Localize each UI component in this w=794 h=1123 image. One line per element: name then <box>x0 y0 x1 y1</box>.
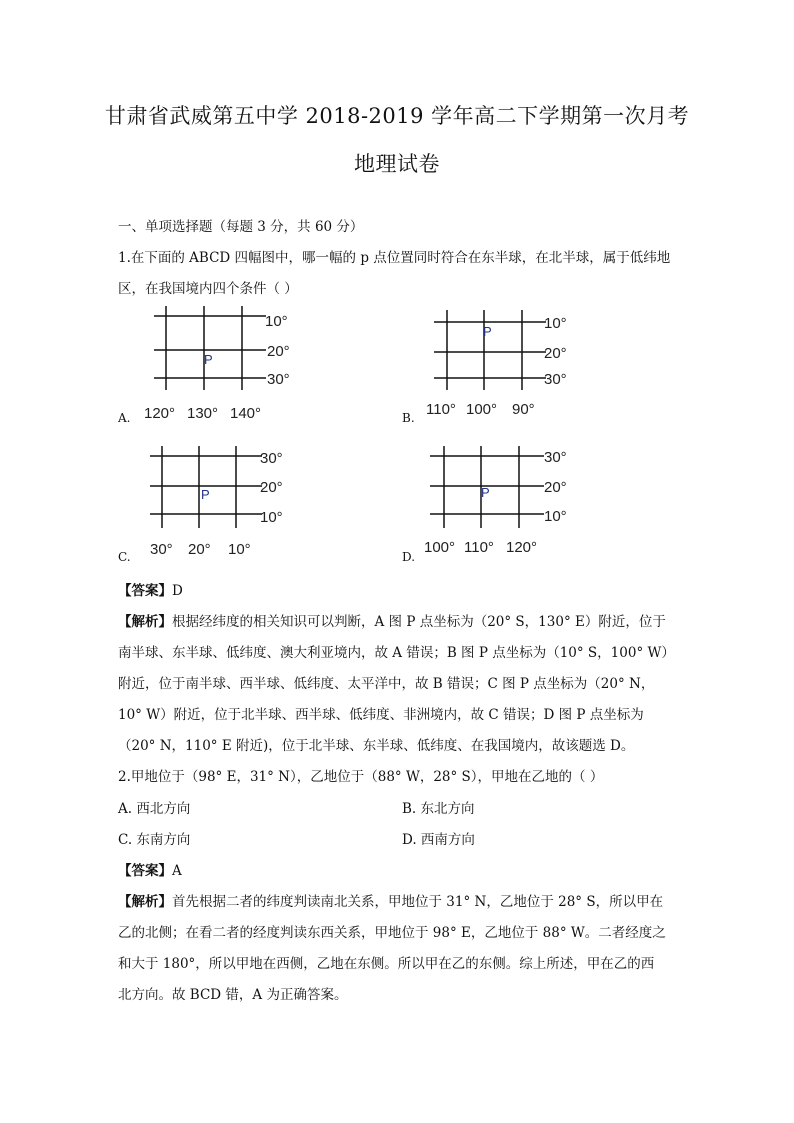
answer-tag: 【答案】 <box>118 583 172 599</box>
diagram-b <box>422 306 592 426</box>
diagram-a-label: A. <box>118 411 131 425</box>
page-subtitle: 地理试卷 <box>354 152 440 176</box>
diagram-c-label: C. <box>118 550 131 564</box>
diagram-c <box>138 442 308 562</box>
diagram-d <box>422 442 592 562</box>
q1-analysis-line: （20° N，110° E 附近)，位于北半球、东半球、低纬度、在我国境内，故该题选 D。 <box>118 738 635 754</box>
q2-analysis-line: 北方向。故 BCD 错，A 为正确答案。 <box>118 987 348 1003</box>
q1-analysis-line: 南半球、东半球、低纬度、澳大利亚境内，故 A 错误；B 图 P 点坐标为（10° S，100° W） <box>118 645 675 661</box>
diagram-a-lat-tick: 10° <box>265 313 288 330</box>
diagram-a <box>138 306 308 426</box>
diagram-d-lon-tick: 100° <box>424 539 456 556</box>
diagram-a-lon-tick: 120° <box>144 405 176 422</box>
diagram-d-label: D. <box>402 550 416 564</box>
diagram-d-lon-tick: 120° <box>506 539 538 556</box>
diagram-b-lon-tick: 90° <box>512 401 535 418</box>
diagram-b-grid <box>434 310 546 390</box>
q2-stem: 2.甲地位于（98° E，31° N），乙地位于（88° W，28° S），甲地在乙地的（ ） <box>118 769 604 785</box>
diagram-a-lat-tick: 30° <box>267 371 290 388</box>
analysis-text: 根据经纬度的相关知识可以判断，A 图 P 点坐标为（20° S，130° E）附近，位于 <box>172 614 666 630</box>
answer-value: A <box>172 863 182 879</box>
diagram-a-grid <box>154 306 266 390</box>
diagram-c-point: P <box>201 487 210 502</box>
q1-analysis-line <box>118 607 666 638</box>
q1-answer <box>118 576 183 607</box>
diagram-b-lat-tick: 20° <box>544 345 567 362</box>
page-title: 甘肃省武威第五中学 2018-2019 学年高二下学期第一次月考 <box>104 104 690 128</box>
diagram-b-lon-tick: 100° <box>466 401 498 418</box>
diagram-b-lat-tick: 10° <box>544 315 567 332</box>
analysis-tag: 【解析】 <box>118 614 172 630</box>
q2-analysis-line: 和大于 180°，所以甲地在西侧，乙地在东侧。所以甲在乙的东侧。综上所述，甲在乙的西 <box>118 956 655 972</box>
q1-stem-line2: 区，在我国境内四个条件（ ） <box>118 281 298 297</box>
diagram-b-point: P <box>483 324 492 339</box>
diagram-a-point: P <box>204 352 213 367</box>
q1-analysis-line: 10° W）附近，位于北半球、西半球、低纬度、非洲境内，故 C 错误；D 图 P 点坐标为 <box>118 707 644 723</box>
q2-option-d: D. 西南方向 <box>402 832 475 848</box>
diagram-a-lon-tick: 140° <box>230 405 262 422</box>
diagram-d-point: P <box>481 485 490 500</box>
diagram-a-lon-tick: 130° <box>187 405 219 422</box>
diagram-b-lon-tick: 110° <box>426 401 456 418</box>
diagram-a-lat-tick: 20° <box>267 343 290 360</box>
section-heading: 一、单项选择题（每题 3 分，共 60 分） <box>118 219 364 235</box>
diagram-d-lat-tick: 20° <box>544 479 567 496</box>
q1-analysis-line: 附近，位于南半球、西半球、低纬度、太平洋中，故 B 错误；C 图 P 点坐标为（20° N， <box>118 676 655 692</box>
diagram-c-lon-tick: 20° <box>188 541 211 558</box>
diagram-c-lat-tick: 10° <box>260 509 283 526</box>
diagram-c-lat-tick: 30° <box>260 450 283 467</box>
q2-analysis-line <box>118 887 663 918</box>
q2-option-c: C. 东南方向 <box>118 832 191 848</box>
q2-option-a: A. 西北方向 <box>118 801 191 817</box>
diagram-d-lat-tick: 10° <box>544 508 567 525</box>
diagram-b-label: B. <box>402 411 415 425</box>
analysis-tag: 【解析】 <box>118 894 172 910</box>
answer-tag: 【答案】 <box>118 863 172 879</box>
diagram-c-lon-tick: 10° <box>228 541 251 558</box>
diagram-c-lon-tick: 30° <box>150 541 173 558</box>
diagram-c-lat-tick: 20° <box>260 479 283 496</box>
diagram-d-lon-tick: 110° <box>464 539 494 556</box>
answer-value: D <box>172 583 183 599</box>
diagram-b-lat-tick: 30° <box>544 371 567 388</box>
analysis-text: 首先根据二者的纬度判读南北关系，甲地位于 31° N，乙地位于 28° S，所以甲在 <box>172 894 664 910</box>
q1-stem-line1: 1.在下面的 ABCD 四幅图中，哪一幅的 p 点位置同时符合在东半球，在北半球，属于低纬地 <box>118 250 671 266</box>
q2-analysis-line: 乙的北侧；在看二者的经度判读东西关系，甲地位于 98° E，乙地位于 88° W。二者经度之 <box>118 925 666 941</box>
diagram-d-lat-tick: 30° <box>544 449 567 466</box>
q2-option-b: B. 东北方向 <box>402 801 475 817</box>
q2-answer <box>118 856 182 887</box>
